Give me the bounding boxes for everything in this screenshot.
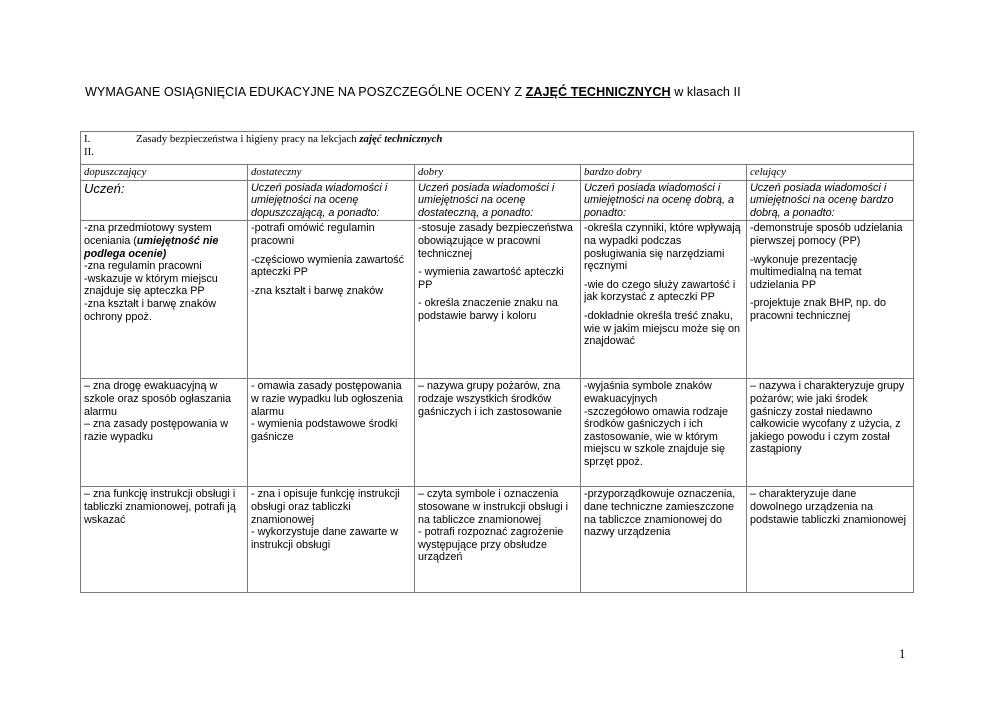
section-number: I.: [84, 133, 91, 145]
table-cell: [581, 379, 747, 487]
table-cell: [81, 487, 248, 593]
table-cell: [747, 487, 914, 593]
section-title: Zasady bezpieczeństwa i higieny pracy na lekcjach: [136, 133, 360, 145]
section-title-italic: zajęć technicznych: [359, 133, 443, 145]
cell-text: - wymienia zawartość apteczki PP: [418, 266, 564, 291]
cell-text: – zna funkcję instrukcji obsługi i tabliczki znamionowej, potrafi ją wskazać: [84, 488, 236, 526]
table-cell: [415, 221, 581, 379]
table-row: [81, 487, 914, 593]
intro-cell: Uczeń posiada wiadomości i umiejętności na ocenę dostateczną, a ponadto:: [415, 180, 581, 221]
table-cell: [81, 379, 248, 487]
cell-text: - zna i opisuje funkcję instrukcji obsługi oraz tabliczki znamionowej: [251, 488, 400, 526]
section-header-row: [81, 132, 914, 165]
grade-header-row: [81, 165, 914, 181]
cell-text-emphasis: umiejętność nie podlega ocenie): [84, 234, 219, 260]
cell-text: -dokładnie określa treść znaku, wie w jakim miejscu może się on znajdować: [584, 309, 741, 348]
cell-text: -potrafi omówić regulamin pracowni: [251, 222, 375, 247]
page-number: 1: [899, 647, 906, 661]
table-row: [81, 379, 914, 487]
table-cell: [581, 221, 747, 379]
cell-text: - określa znaczenie znaku na podstawie barwy i koloru: [418, 297, 558, 322]
cell-text: – zna zasady postępowania w razie wypadku: [84, 418, 229, 443]
cell-text: -wykonuje prezentację multimedialną na temat udzielania PP: [750, 253, 862, 291]
cell-text: -wie do czego służy zawartość i jak korzystać z apteczki PP: [584, 278, 736, 304]
table-cell: [81, 221, 248, 379]
intro-cell: Uczeń:: [81, 180, 248, 221]
table-cell: [248, 487, 415, 593]
cell-text: – nazywa grupy pożarów, zna rodzaje wszystkich środków gaśniczych i ich zastosowanie: [418, 380, 563, 418]
requirements-table: [80, 131, 914, 593]
cell-text: -określa czynniki, które wpływają na wypadki podczas posługiwania się narzędziami ręcznymi: [584, 222, 741, 273]
intro-cell: Uczeń posiada wiadomości i umiejętności na ocenę dopuszczającą, a ponadto:: [248, 180, 415, 221]
cell-text: – zna drogę ewakuacyjną w szkole oraz sposób ogłaszania alarmu: [84, 380, 232, 418]
cell-text: -szczegółowo omawia rodzaje środków gaśniczych i ich zastosowanie, wie w którym miejscu w szkole znajduje się sprzęt ppoż.: [584, 405, 729, 468]
grade-header: celujący: [747, 165, 914, 181]
section-header: [81, 132, 914, 165]
cell-text: -zna regulamin pracowni: [84, 260, 202, 273]
page-title-subject: ZAJĘĆ TECHNICZNYCH: [525, 85, 671, 99]
cell-text: - wykorzystuje dane zawarte w instrukcji obsługi: [251, 526, 399, 551]
page-title-suffix: w klasach II: [670, 85, 741, 99]
table-cell: [248, 379, 415, 487]
section-next-number: II.: [84, 145, 94, 158]
cell-text: - wymienia podstawowe środki gaśnicze: [251, 418, 398, 443]
table-cell: [747, 221, 914, 379]
cell-text: -projektuje znak BHP, np. do pracowni technicznej: [750, 297, 887, 322]
table-cell: [415, 487, 581, 593]
intro-row: [81, 180, 914, 221]
intro-cell: Uczeń posiada wiadomości i umiejętności na ocenę dobrą, a ponadto:: [581, 180, 747, 221]
cell-text: -wyjaśnia symbole znaków ewakuacyjnych: [584, 380, 712, 405]
table-cell: [415, 379, 581, 487]
cell-text: - omawia zasady postępowania w razie wypadku lub ogłoszenia alarmu: [251, 380, 403, 418]
grade-header: dobry: [415, 165, 581, 181]
cell-text: – nazywa i charakteryzuje grupy pożarów; wie jaki środek gaśniczy został niedawno całkowicie wycofany z użycia, z jakiego powodu i czym został zastąpiony: [750, 380, 905, 456]
table-cell: [248, 221, 415, 379]
cell-text: -stosuje zasady bezpieczeństwa obowiązujące w pracowni technicznej: [418, 222, 573, 260]
cell-text: -przyporządkowuje oznaczenia, dane techniczne zamieszczone na tabliczce znamionowej do nazwy urządzenia: [584, 488, 736, 539]
grade-header: bardzo dobry: [581, 165, 747, 181]
cell-text: -zna kształt i barwę znaków: [251, 284, 384, 297]
cell-text: - potrafi rozpoznać zagrożenie występujące przy obsłudze urządzeń: [418, 526, 564, 564]
cell-text: -demonstruje sposób udzielania pierwszej pomocy (PP): [750, 222, 903, 247]
page-title: [85, 85, 741, 99]
table-row: [81, 221, 914, 379]
intro-cell: Uczeń posiada wiadomości i umiejętności na ocenę bardzo dobrą, a ponadto:: [747, 180, 914, 221]
page-title-prefix: WYMAGANE OSIĄGNIĘCIA EDUKACYJNE NA POSZCZEGÓLNE OCENY Z: [85, 85, 526, 99]
table-cell: [747, 379, 914, 487]
cell-text: -wskazuje w którym miejscu znajduje się apteczka PP: [84, 272, 218, 298]
cell-text: -zna przedmiotowy system oceniania (: [84, 222, 212, 247]
cell-text: -zna kształt i barwę znaków ochrony ppoż.: [84, 297, 217, 323]
cell-text: – charakteryzuje dane dowolnego urządzenia na podstawie tabliczki znamionowej: [750, 488, 907, 526]
cell-text: – czyta symbole i oznaczenia stosowane w instrukcji obsługi i na tabliczce znamionowej: [418, 488, 569, 526]
cell-text: -częściowo wymienia zawartość apteczki PP: [251, 253, 405, 279]
grade-header: dostateczny: [248, 165, 415, 181]
grade-header: dopuszczający: [81, 165, 248, 181]
table-cell: [581, 487, 747, 593]
